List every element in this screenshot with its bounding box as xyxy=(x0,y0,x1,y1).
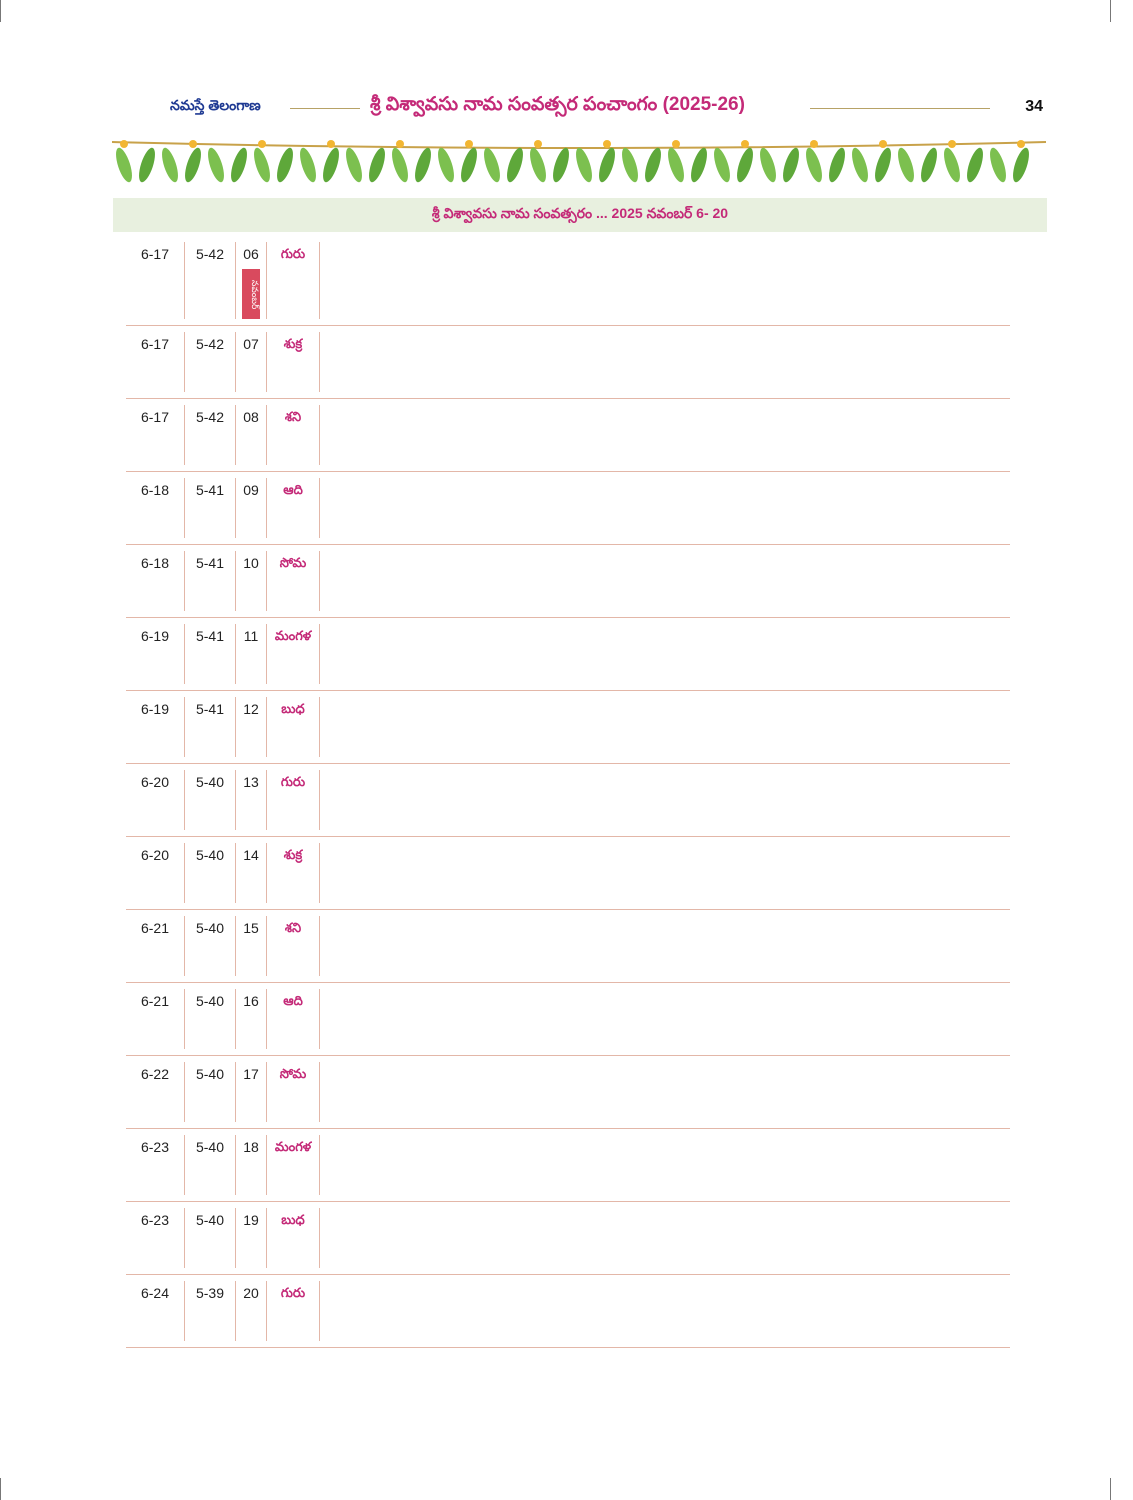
weekday-cell xyxy=(267,551,320,611)
details-cell xyxy=(320,405,1010,465)
date-cell xyxy=(236,478,267,538)
page-header xyxy=(170,92,1043,124)
details-cell xyxy=(320,551,1010,611)
date-cell xyxy=(236,624,267,684)
sunrise-cell-text: 6-17 xyxy=(140,246,170,262)
weekday-cell xyxy=(267,989,320,1049)
sunrise-cell xyxy=(126,1062,185,1122)
sunset-cell xyxy=(185,1135,236,1195)
sunrise-cell xyxy=(126,697,185,757)
page-number: 34 xyxy=(1025,98,1043,115)
crop-mark xyxy=(1110,1478,1111,1500)
weekday-cell xyxy=(267,624,320,684)
mango-leaf xyxy=(918,146,941,184)
table-row xyxy=(126,1056,1010,1129)
sunset-cell xyxy=(185,1208,236,1268)
mango-leaf xyxy=(550,146,573,184)
sunset-cell-text: 5-42 xyxy=(195,246,225,262)
weekday-cell-text: శుక్ర xyxy=(283,847,303,862)
sunset-cell xyxy=(185,770,236,830)
details-cell xyxy=(320,1062,1010,1122)
date-cell xyxy=(236,405,267,465)
sunrise-cell-text: 6-23 xyxy=(140,1139,170,1155)
date-cell-text: 18 xyxy=(243,1139,259,1155)
sunrise-cell xyxy=(126,770,185,830)
sunrise-cell-text: 6-17 xyxy=(140,409,170,425)
section-banner: శ్రీ విశ్వావసు నామ సంవత్సరం ... 2025 నవంబర్ 6- 20 xyxy=(113,198,1047,232)
weekday-cell xyxy=(267,1281,320,1341)
date-cell-text: 11 xyxy=(243,628,259,644)
mango-leaf xyxy=(849,146,872,184)
table-row xyxy=(126,545,1010,618)
date-cell xyxy=(236,916,267,976)
date-cell-text: 19 xyxy=(243,1212,259,1228)
details-cell xyxy=(320,242,1010,319)
weekday-cell xyxy=(267,1135,320,1195)
weekday-cell-text: గురు xyxy=(280,774,306,789)
mango-leaf xyxy=(964,146,987,184)
mango-leaf xyxy=(458,140,481,184)
sunset-cell-text: 5-41 xyxy=(195,482,225,498)
sunrise-cell-text: 6-18 xyxy=(140,555,170,571)
details-cell xyxy=(320,624,1010,684)
date-cell-text: 13 xyxy=(243,774,259,790)
date-cell-text: 10 xyxy=(243,555,259,571)
mango-leaf xyxy=(412,146,435,184)
mango-leaf xyxy=(136,146,159,184)
weekday-cell-text: బుధ xyxy=(281,701,305,716)
date-cell xyxy=(236,242,267,319)
weekday-cell xyxy=(267,1208,320,1268)
date-cell-text: 17 xyxy=(243,1066,259,1082)
mango-leaf xyxy=(665,140,688,184)
weekday-cell-text: శని xyxy=(284,920,302,935)
sunset-cell xyxy=(185,916,236,976)
mango-leaf xyxy=(274,146,297,184)
details-cell xyxy=(320,1208,1010,1268)
table-row xyxy=(126,983,1010,1056)
date-cell xyxy=(236,989,267,1049)
mango-leaf xyxy=(182,140,205,184)
weekday-cell-text: మంగళ xyxy=(274,1139,312,1154)
sunrise-cell xyxy=(126,1281,185,1341)
sunset-cell-text: 5-40 xyxy=(195,1139,225,1155)
table-row xyxy=(126,1202,1010,1275)
weekday-cell-text: గురు xyxy=(280,246,306,261)
weekday-cell xyxy=(267,697,320,757)
weekday-cell xyxy=(267,1062,320,1122)
sunrise-cell-text: 6-20 xyxy=(140,774,170,790)
weekday-cell xyxy=(267,242,320,319)
weekday-cell-text: ఆది xyxy=(283,993,303,1008)
sunrise-cell-text: 6-23 xyxy=(140,1212,170,1228)
month-tag: నవంబర్ xyxy=(242,269,260,319)
mango-leaf xyxy=(757,146,780,184)
table-row xyxy=(126,326,1010,399)
sunset-cell-text: 5-41 xyxy=(195,555,225,571)
weekday-cell xyxy=(267,843,320,903)
table-row xyxy=(126,764,1010,837)
sunrise-cell-text: 6-22 xyxy=(140,1066,170,1082)
mango-leaf xyxy=(780,146,803,184)
date-cell-text: 06 xyxy=(243,246,259,262)
sunset-cell xyxy=(185,989,236,1049)
header-rule-left xyxy=(290,108,360,109)
mango-leaf xyxy=(872,140,895,184)
date-cell xyxy=(236,770,267,830)
table-row xyxy=(126,1129,1010,1202)
mango-leaf xyxy=(527,140,550,184)
mango-leaf-garland xyxy=(112,130,1046,190)
date-cell xyxy=(236,332,267,392)
mango-leaf xyxy=(228,146,251,184)
details-cell xyxy=(320,916,1010,976)
sunset-cell-text: 5-40 xyxy=(195,920,225,936)
date-cell-text: 08 xyxy=(243,409,259,425)
crop-mark xyxy=(1110,0,1111,22)
sunrise-cell xyxy=(126,242,185,319)
table-row xyxy=(126,236,1010,326)
sunset-cell xyxy=(185,843,236,903)
table-row xyxy=(126,472,1010,545)
date-cell-text: 20 xyxy=(243,1285,259,1301)
sunset-cell-text: 5-41 xyxy=(195,701,225,717)
weekday-cell-text: సోమ xyxy=(279,1066,307,1081)
date-cell-text: 12 xyxy=(243,701,259,717)
sunset-cell xyxy=(185,551,236,611)
brand-name: నమస్తే తెలంగాణ xyxy=(170,97,261,113)
sunrise-cell xyxy=(126,624,185,684)
mango-leaf xyxy=(481,146,504,184)
sunrise-cell-text: 6-17 xyxy=(140,336,170,352)
mango-leaf xyxy=(826,146,849,184)
sunrise-cell-text: 6-24 xyxy=(140,1285,170,1301)
sunrise-cell-text: 6-19 xyxy=(140,701,170,717)
sunset-cell-text: 5-42 xyxy=(195,409,225,425)
mango-leaf xyxy=(297,146,320,184)
weekday-cell xyxy=(267,332,320,392)
sunrise-cell xyxy=(126,478,185,538)
sunset-cell xyxy=(185,697,236,757)
page-title: శ్రీ విశ్వావసు నామ సంవత్సర పంచాంగం (2025-26) xyxy=(370,94,745,115)
mango-leaf xyxy=(987,146,1010,184)
mango-leaf xyxy=(711,146,734,184)
sunrise-cell xyxy=(126,332,185,392)
crop-mark xyxy=(0,1478,1,1500)
sunset-cell xyxy=(185,478,236,538)
date-cell xyxy=(236,1062,267,1122)
sunrise-cell xyxy=(126,551,185,611)
mango-leaf xyxy=(596,140,619,184)
sunrise-cell xyxy=(126,989,185,1049)
mango-leaf xyxy=(941,140,964,184)
sunrise-cell-text: 6-21 xyxy=(140,993,170,1009)
sunset-cell-text: 5-40 xyxy=(195,774,225,790)
mango-leaf xyxy=(366,146,389,184)
sunset-cell-text: 5-39 xyxy=(195,1285,225,1301)
mango-leaf xyxy=(688,146,711,184)
sunrise-cell xyxy=(126,1135,185,1195)
table-row xyxy=(126,618,1010,691)
table-row xyxy=(126,910,1010,983)
mango-leaf xyxy=(1010,140,1033,184)
date-cell-text: 15 xyxy=(243,920,259,936)
weekday-cell xyxy=(267,916,320,976)
sunrise-cell xyxy=(126,405,185,465)
mango-leaf xyxy=(435,146,458,184)
mango-leaf xyxy=(343,146,366,184)
sunset-cell-text: 5-41 xyxy=(195,628,225,644)
sunset-cell xyxy=(185,242,236,319)
weekday-cell-text: బుధ xyxy=(281,1212,305,1227)
table-row xyxy=(126,837,1010,910)
date-cell xyxy=(236,843,267,903)
sunrise-cell-text: 6-21 xyxy=(140,920,170,936)
sunset-cell-text: 5-40 xyxy=(195,1212,225,1228)
sunset-cell-text: 5-40 xyxy=(195,847,225,863)
details-cell xyxy=(320,332,1010,392)
weekday-cell xyxy=(267,478,320,538)
details-cell xyxy=(320,1281,1010,1341)
table-row xyxy=(126,1275,1010,1348)
sunset-cell-text: 5-42 xyxy=(195,336,225,352)
sunset-cell xyxy=(185,624,236,684)
details-cell xyxy=(320,843,1010,903)
details-cell xyxy=(320,1135,1010,1195)
date-cell xyxy=(236,1281,267,1341)
weekday-cell xyxy=(267,405,320,465)
sunrise-cell xyxy=(126,1208,185,1268)
panchangam-table xyxy=(126,236,1010,1348)
date-cell xyxy=(236,551,267,611)
sunset-cell-text: 5-40 xyxy=(195,993,225,1009)
details-cell xyxy=(320,989,1010,1049)
sunrise-cell-text: 6-19 xyxy=(140,628,170,644)
crop-mark xyxy=(0,0,1,22)
mango-leaf xyxy=(895,146,918,184)
weekday-cell-text: సోమ xyxy=(279,555,307,570)
sunset-cell xyxy=(185,332,236,392)
sunrise-cell-text: 6-18 xyxy=(140,482,170,498)
mango-leaf xyxy=(159,146,182,184)
sunrise-cell xyxy=(126,843,185,903)
details-cell xyxy=(320,697,1010,757)
mango-leaf xyxy=(642,146,665,184)
sunrise-cell-text: 6-20 xyxy=(140,847,170,863)
table-row xyxy=(126,691,1010,764)
sunset-cell xyxy=(185,1281,236,1341)
weekday-cell-text: మంగళ xyxy=(274,628,312,643)
mango-leaf xyxy=(619,146,642,184)
date-cell-text: 09 xyxy=(243,482,259,498)
mango-leaf xyxy=(504,146,527,184)
weekday-cell xyxy=(267,770,320,830)
details-cell xyxy=(320,770,1010,830)
sunset-cell xyxy=(185,1062,236,1122)
date-cell-text: 16 xyxy=(243,993,259,1009)
date-cell-text: 14 xyxy=(243,847,259,863)
date-cell xyxy=(236,1135,267,1195)
date-cell xyxy=(236,697,267,757)
weekday-cell-text: ఆది xyxy=(283,482,303,497)
sunrise-cell xyxy=(126,916,185,976)
table-row xyxy=(126,399,1010,472)
sunset-cell-text: 5-40 xyxy=(195,1066,225,1082)
details-cell xyxy=(320,478,1010,538)
mango-leaf xyxy=(251,140,274,184)
mango-leaf xyxy=(573,146,596,184)
date-cell-text: 07 xyxy=(243,336,259,352)
sunset-cell xyxy=(185,405,236,465)
mango-leaf xyxy=(205,146,228,184)
weekday-cell-text: శని xyxy=(284,409,302,424)
weekday-cell-text: గురు xyxy=(280,1285,306,1300)
header-rule-right xyxy=(810,108,990,109)
mango-leaf xyxy=(113,140,136,184)
weekday-cell-text: శుక్ర xyxy=(283,336,303,351)
date-cell xyxy=(236,1208,267,1268)
